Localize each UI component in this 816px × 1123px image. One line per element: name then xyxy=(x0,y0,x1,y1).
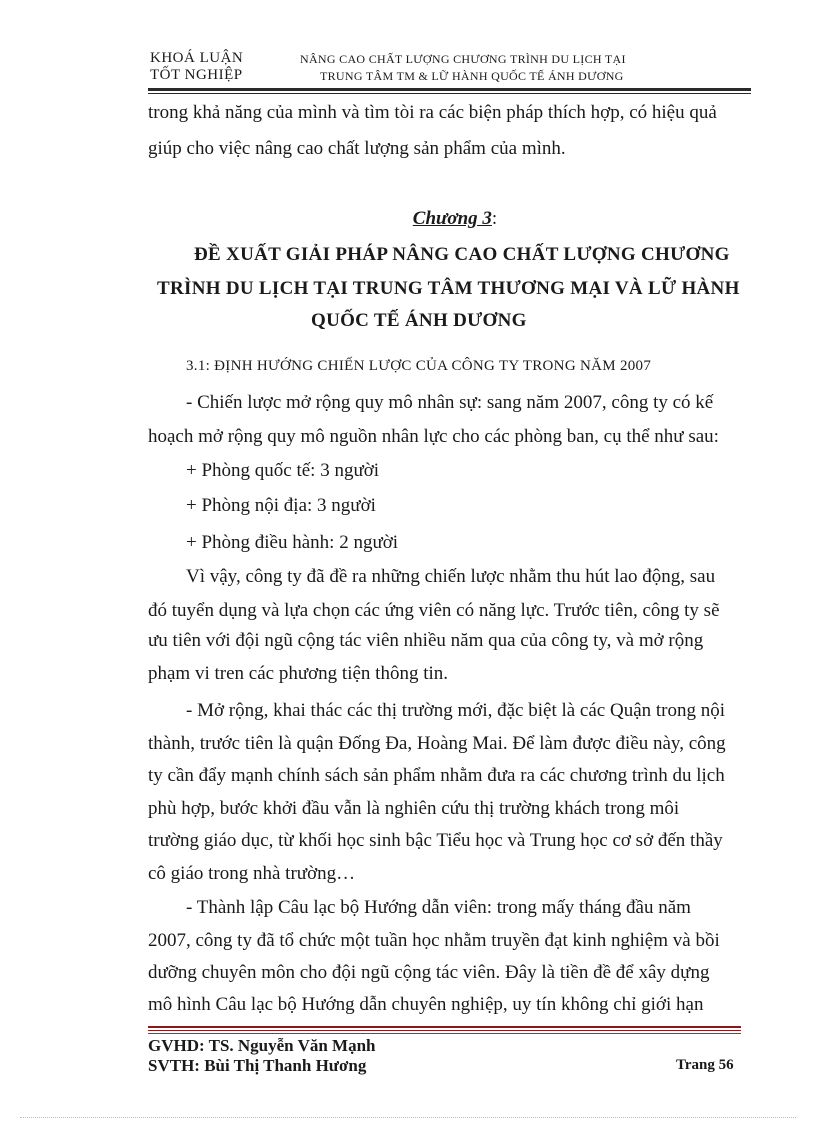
list-item: + Phòng quốc tế: 3 người xyxy=(186,460,380,481)
section-heading: 3.1: ĐỊNH HƯỚNG CHIẾN LƯỢC CỦA CÔNG TY TRONG NĂM 2007 xyxy=(186,358,652,374)
paragraph-line: - Mở rộng, khai thác các thị trường mới, đặc biệt là các Quận trong nội xyxy=(186,700,726,721)
paragraph-line: đó tuyển dụng và lựa chọn các ứng viên có năng lực. Trước tiên, công ty sẽ xyxy=(148,600,720,621)
footer-divider-thin xyxy=(148,1030,741,1031)
paragraph-line: phù hợp, bước khởi đầu vẫn là nghiên cứu thị trường khách trong môi xyxy=(148,798,680,819)
chapter-label: Chương 3 xyxy=(412,208,492,229)
chapter-heading xyxy=(160,208,750,230)
paragraph-line: thành, trước tiên là quận Đống Đa, Hoàng Mai. Để làm được điều này, công xyxy=(148,733,726,754)
paragraph-line: cô giáo trong nhà trường… xyxy=(148,863,356,884)
header-thesis-title: NÂNG CAO CHẤT LƯỢNG CHƯƠNG TRÌNH DU LỊCH TẠI TRUNG TÂM TM & LỮ HÀNH QUỐC TẾ ÁNH DƯƠNG xyxy=(300,52,626,83)
footer-student: SVTH: Bùi Thị Thanh Hương xyxy=(148,1056,367,1075)
paragraph-line: - Thành lập Câu lạc bộ Hướng dẫn viên: trong mấy tháng đầu năm xyxy=(186,897,691,918)
chapter-title-line: QUỐC TẾ ÁNH DƯƠNG xyxy=(311,310,527,331)
chapter-title-line: ĐỀ XUẤT GIẢI PHÁP NÂNG CAO CHẤT LƯỢNG CHƯƠNG xyxy=(194,244,730,265)
paragraph-line: phạm vi tren các phương tiện thông tin. xyxy=(148,663,449,684)
header-thesis-label: KHOÁ LUẬN TỐT NGHIỆP xyxy=(150,50,244,83)
paragraph-line: trường giáo dục, từ khối học sinh bậc Tiểu học và Trung học cơ sở đến thầy xyxy=(148,830,723,851)
paragraph-line: hoạch mở rộng quy mô nguồn nhân lực cho các phòng ban, cụ thể như sau: xyxy=(148,426,719,447)
chapter-colon: : xyxy=(491,208,498,229)
paragraph-line: ty cần đẩy mạnh chính sách sản phẩm nhằm đưa ra các chương trình du lịch xyxy=(148,765,725,786)
chapter-title-line: TRÌNH DU LỊCH TẠI TRUNG TÂM THƯƠNG MẠI VÀ LỮ HÀNH xyxy=(157,278,740,299)
intro-line: giúp cho việc nâng cao chất lượng sản phẩm của mình. xyxy=(148,138,566,159)
footer-divider-shadow xyxy=(148,1033,741,1034)
list-item: + Phòng nội địa: 3 người xyxy=(186,495,376,516)
page-edge-divider xyxy=(20,1117,796,1118)
footer-supervisor: GVHD: TS. Nguyễn Văn Mạnh xyxy=(148,1036,376,1055)
header-divider xyxy=(148,88,751,91)
paragraph-line: 2007, công ty đã tổ chức một tuần học nhằm truyền đạt kinh nghiệm và bồi xyxy=(148,930,720,951)
paragraph-line: dưỡng chuyên môn cho đội ngũ cộng tác viên. Đây là tiền đề để xây dựng xyxy=(148,962,710,983)
intro-line: trong khả năng của mình và tìm tòi ra các biện pháp thích hợp, có hiệu quả xyxy=(148,102,717,123)
list-item: + Phòng điều hành: 2 người xyxy=(186,532,399,553)
footer-divider xyxy=(148,1026,741,1028)
paragraph-line: Vì vậy, công ty đã đề ra những chiến lược nhằm thu hút lao động, sau xyxy=(186,566,716,587)
header-divider-thin xyxy=(148,93,751,94)
paragraph-line: - Chiến lược mở rộng quy mô nhân sự: sang năm 2007, công ty có kế xyxy=(186,392,714,413)
page-number: Trang 56 xyxy=(676,1057,734,1073)
paragraph-line: mô hình Câu lạc bộ Hướng dẫn chuyên nghiệp, uy tín không chỉ giới hạn xyxy=(148,994,704,1015)
paragraph-line: ưu tiên với đội ngũ cộng tác viên nhiều năm qua của công ty, và mở rộng xyxy=(148,630,704,651)
